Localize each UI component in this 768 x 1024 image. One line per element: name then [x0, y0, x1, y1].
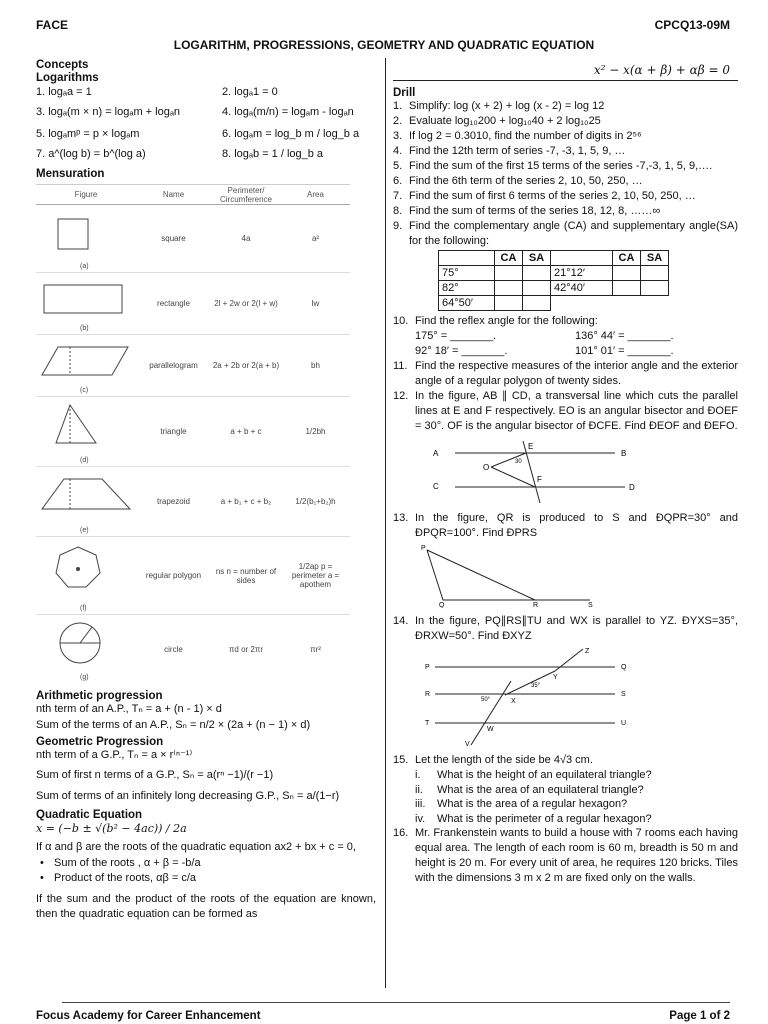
sub-item-text: What is the perimeter of a regular hexagon?	[437, 812, 652, 825]
reflex-blank: 101° 01′ = _______.	[575, 345, 674, 357]
list-item	[393, 389, 738, 434]
figure-label: (a)	[80, 263, 89, 270]
figure-perimeter: πd or 2πr	[228, 644, 264, 654]
figure-name: triangle	[160, 427, 187, 436]
qe-bullet-text: Sum of the roots , α + β = -b/a	[54, 856, 201, 869]
item-text: In the figure, PQ∥RS∥TU and WX is parallel to YZ. ÐYXS=35°, ÐRXW=50°. Find ÐXYZ	[415, 615, 738, 642]
sub-item	[415, 768, 738, 783]
list-item	[393, 359, 738, 389]
item-text: Let the length of the side be 4√3 cm.	[415, 754, 593, 766]
log-rule: 3. logₐ(m × n) = logₐm + logₐn	[36, 106, 181, 118]
sub-item	[415, 783, 738, 798]
gp-nth-term: nth term of a G.P., Tₙ = a × r⁽ⁿ⁻¹⁾	[36, 749, 193, 761]
qe-bullet-text: Product of the roots, αβ = c/a	[54, 871, 197, 884]
point-label: A	[433, 449, 439, 458]
reflex-blank: 92° 18′ = _______.	[415, 345, 508, 357]
trapezoid-figure	[40, 471, 138, 521]
figure-area: 1/2ap p = perimeter a = apothem	[291, 562, 340, 589]
table-cell: 75°	[439, 266, 495, 281]
point-label: Q	[621, 664, 627, 671]
table-cell	[613, 296, 641, 311]
page-title: LOGARITHM, PROGRESSIONS, GEOMETRY AND QUADRATIC EQUATION	[173, 38, 595, 52]
figure-area: 1/2bh	[305, 427, 326, 436]
item-text: Evaluate log₁₀200 + log₁₀40 + 2 log₁₀25	[409, 115, 601, 127]
log-rule: 1. logₐa = 1	[36, 86, 92, 98]
table-cell[interactable]	[613, 266, 641, 281]
log-rule: 2. logₐ1 = 0	[222, 86, 278, 98]
table-row	[36, 205, 350, 273]
point-label: E	[528, 442, 534, 451]
table-row	[439, 266, 669, 281]
figure-name: square	[161, 234, 186, 243]
figure-area: lw	[311, 299, 320, 308]
log-rule: 6. logₐm = log_b m / log_b a	[222, 128, 360, 140]
list-item	[393, 174, 738, 189]
item-text: Simplify: log (x + 2) + log (x - 2) = log 12	[409, 100, 605, 112]
reflex-row	[415, 329, 738, 344]
sub-item	[415, 812, 738, 827]
figure-perimeter: 2a + 2b or 2(a + b)	[212, 361, 280, 370]
point-label: S	[621, 691, 626, 698]
sub-item-number: i.	[415, 769, 421, 781]
sub-item-number: ii.	[415, 783, 423, 796]
ap-sum: Sum of the terms of an A.P., Sₙ = n/2 × (2a + (n − 1) × d)	[36, 718, 311, 731]
point-label: T	[425, 720, 430, 727]
point-label: R	[533, 602, 539, 608]
point-label: X	[511, 698, 516, 705]
table-cell[interactable]	[523, 296, 551, 311]
item-number: 6.	[393, 175, 403, 187]
item-number: 1.	[393, 100, 403, 112]
gp-heading: Geometric Progression	[36, 736, 164, 748]
figure-area: πr²	[310, 644, 321, 654]
item-number: 10.	[393, 315, 409, 327]
table-cell: 64°50′	[439, 296, 495, 311]
table-cell	[551, 251, 613, 266]
table-row	[36, 335, 350, 397]
list-item	[393, 144, 738, 159]
item-text: Find the sum of the first 15 terms of the series -7,-3, 1, 5, 9,….	[409, 160, 713, 172]
table-row	[439, 281, 669, 296]
point-label: F	[537, 475, 542, 484]
reflex-blank: 175° = _______.	[415, 330, 497, 342]
table-row	[439, 296, 669, 311]
column-divider	[385, 58, 386, 988]
figure-name: parallelogram	[149, 361, 198, 370]
figure-label: (e)	[80, 527, 89, 534]
list-item	[393, 511, 738, 541]
table-cell: 42°40′	[551, 281, 613, 296]
figure-label: (d)	[80, 457, 89, 464]
item-text: Find the reflex angle for the following:	[415, 315, 598, 327]
table-cell	[641, 296, 669, 311]
figure-name: rectangle	[157, 299, 190, 308]
log-rule: 5. logₐmᵖ = p × logₐm	[36, 128, 140, 140]
square-figure	[40, 209, 100, 259]
point-label: P	[425, 664, 430, 671]
triangle-figure-13	[415, 544, 615, 608]
figure-area: a²	[311, 234, 320, 243]
drill-column	[393, 58, 738, 886]
table-cell[interactable]	[641, 281, 669, 296]
item-text: Find the 6th term of the series 2, 10, 50, 250, …	[409, 175, 643, 187]
qe-formula: x = (−b ± √(b² − 4ac)) / 2a	[36, 821, 187, 835]
point-label: Z	[585, 648, 590, 655]
mensuration-table	[36, 184, 350, 684]
table-row	[36, 615, 350, 683]
figure-name: trapezoid	[157, 497, 190, 506]
sub-item-text: What is the height of an equilateral triangle?	[437, 769, 652, 781]
table-row	[36, 537, 350, 615]
point-label: U	[621, 720, 627, 727]
point-label: V	[465, 741, 470, 747]
mensuration-header-row	[36, 185, 350, 205]
ap-heading: Arithmetic progression	[36, 690, 163, 702]
list-item	[393, 129, 738, 144]
table-cell: SA	[641, 251, 669, 266]
item-text: Find the complementary angle (CA) and supplementary angle(SA) for the following:	[409, 220, 738, 247]
item-number: 13.	[393, 512, 409, 524]
col-header: Perimeter/ Circumference	[219, 185, 272, 204]
log-rule: 8. logₐb = 1 / log_b a	[222, 148, 324, 160]
figure-perimeter: a + b + c	[230, 427, 262, 436]
sub-item	[415, 797, 738, 812]
col-header: Name	[162, 190, 185, 199]
log-rule: 4. logₐ(m/n) = logₐm - logₐn	[222, 106, 354, 118]
item-text: Find the 12th term of series -7, -3, 1, 5, 9, …	[409, 145, 626, 157]
rectangle-figure	[40, 277, 135, 322]
item-number: 9.	[393, 220, 403, 232]
parallel-lines-figure-14	[415, 647, 655, 747]
list-item	[393, 614, 738, 644]
figure-perimeter: 2l + 2w or 2(l + w)	[214, 299, 278, 308]
angle-label: 35°	[531, 683, 541, 689]
figure-perimeter: 4a	[241, 234, 251, 243]
table-cell: CA	[613, 251, 641, 266]
table-cell	[439, 251, 495, 266]
footer-rule	[62, 1002, 730, 1003]
qe-bullet: • Product of the roots, αβ = c/a	[40, 871, 197, 884]
point-label: B	[621, 449, 627, 458]
item-text: In the figure, QR is produced to S and ÐQPR=30° and ÐPQR=100°. Find ÐPRS	[415, 512, 738, 539]
point-label: Q	[439, 602, 445, 608]
concepts-column	[36, 58, 376, 922]
mensuration-heading: Mensuration	[36, 168, 105, 180]
item-number: 7.	[393, 190, 403, 202]
table-cell: 82°	[439, 281, 495, 296]
table-cell	[551, 296, 613, 311]
table-row	[36, 397, 350, 467]
log-rule: 7. a^(log b) = b^(log a)	[36, 148, 146, 160]
item-number: 12.	[393, 390, 409, 402]
figure-name: regular polygon	[145, 571, 202, 580]
parallelogram-figure	[40, 339, 135, 384]
figure-perimeter: a + b₁ + c + b₂	[220, 497, 272, 506]
item-text: Find the sum of first 6 terms of the series 2, 10, 50, 250, …	[409, 190, 696, 202]
point-label: S	[588, 602, 593, 608]
list-item	[393, 204, 738, 219]
item-number: 8.	[393, 205, 403, 217]
table-cell[interactable]	[495, 266, 523, 281]
sub-item-number: iii.	[415, 798, 426, 810]
figure-label: (f)	[80, 605, 87, 612]
triangle-figure	[40, 401, 135, 451]
sub-item-number: iv.	[415, 812, 426, 825]
figure-label: (c)	[80, 387, 89, 394]
list-item	[393, 159, 738, 174]
figure-label: (b)	[80, 325, 89, 332]
circle-figure	[40, 619, 135, 669]
table-row	[36, 467, 350, 537]
item-number: 16.	[393, 827, 409, 839]
header-right: CPCQ13-09M	[654, 18, 730, 32]
item-number: 5.	[393, 160, 403, 172]
list-item	[393, 826, 738, 886]
log-rules	[36, 86, 376, 158]
item-number: 15.	[393, 754, 409, 766]
quadratic-form-equation: x² − x(α + β) + αβ = 0	[393, 58, 738, 81]
item-number: 14.	[393, 615, 409, 627]
figure-label: (g)	[80, 674, 89, 681]
point-label: D	[629, 483, 635, 492]
concepts-heading: Concepts	[36, 59, 89, 71]
list-item	[393, 189, 738, 204]
item-text: Find the respective measures of the interior angle and the exterior angle of a regular polygon of twenty sides.	[415, 360, 738, 387]
page-number: Page 1 of 2	[669, 1010, 730, 1022]
point-label: R	[425, 691, 431, 698]
sub-item-text: What is the area of a regular hexagon?	[437, 798, 628, 810]
angle-label: 50°	[481, 697, 491, 703]
col-header: Area	[307, 190, 324, 199]
list-item	[393, 753, 738, 768]
list-item	[393, 219, 738, 249]
table-cell[interactable]	[495, 296, 523, 311]
footer-org: Focus Academy for Career Enhancement	[36, 1010, 261, 1022]
reflex-blank: 136° 44′ = _______.	[575, 330, 674, 342]
gp-sum: Sum of first n terms of a G.P., Sₙ = a(rⁿ −1)/(r −1)	[36, 768, 274, 781]
sub-item-text: What is the area of an equilateral triangle?	[437, 783, 644, 796]
item-number: 3.	[393, 130, 403, 142]
item-text: If log 2 = 0.3010, find the number of digits in 2⁵⁶	[409, 130, 642, 142]
qe-roots: If α and β are the roots of the quadratic equation ax2 + bx + c = 0,	[36, 841, 356, 853]
list-item	[393, 314, 738, 329]
qe-heading: Quadratic Equation	[36, 808, 143, 821]
point-label: Y	[553, 674, 558, 681]
figure-area: 1/2(b₁+b₂)h	[295, 497, 336, 506]
table-cell: SA	[523, 251, 551, 266]
table-row	[36, 273, 350, 335]
point-label: W	[487, 726, 494, 733]
item-number: 2.	[393, 115, 403, 127]
list-item	[393, 99, 738, 114]
table-cell[interactable]	[523, 281, 551, 296]
drill-heading: Drill	[393, 87, 416, 99]
point-label: O	[483, 463, 490, 472]
table-cell[interactable]	[641, 266, 669, 281]
reflex-row	[415, 344, 738, 359]
col-header: Figure	[74, 190, 98, 199]
item-text: Mr. Frankenstein wants to build a house with 7 rooms each having equal area. The length of each room is 60 m, breadth is 50 m and height is 20 m. For every unit of area, he requires 120 bricks. Tiles with the dimensions 3 m x 2 m are fixed only on the walls.	[415, 827, 738, 884]
logarithms-heading: Logarithms	[36, 72, 99, 84]
figure-name: circle	[164, 644, 183, 654]
point-label: C	[433, 482, 439, 491]
table-cell[interactable]	[495, 281, 523, 296]
figure-area: bh	[311, 361, 320, 370]
table-cell[interactable]	[613, 281, 641, 296]
angle-label: 30	[515, 459, 522, 465]
item-number: 4.	[393, 145, 403, 157]
ap-nth-term: nth term of an A.P., Tₙ = a + (n - 1) × d	[36, 703, 222, 715]
item-text: In the figure, AB ∥ CD, a transversal line which cuts the parallel lines at E and F respectively. EO is an angular bisector and ÐOEF = 30°. OF is the angular bisector of ÐCFE. Find ÐEOF and ÐEFO.	[415, 390, 738, 432]
table-cell: 21°12′	[551, 266, 613, 281]
table-row	[439, 251, 669, 266]
item-number: 11.	[393, 360, 408, 372]
gp-infinite-sum: Sum of terms of an infinitely long decreasing G.P., Sₙ = a/(1−r)	[36, 790, 340, 802]
list-item	[393, 114, 738, 129]
angle-table	[438, 250, 669, 311]
regular-polygon-figure	[40, 541, 135, 599]
item-text: Find the sum of terms of the series 18, 12, 8, ……∞	[409, 205, 661, 217]
table-cell: CA	[495, 251, 523, 266]
qe-bullet: • Sum of the roots , α + β = -b/a	[40, 856, 201, 869]
qe-paragraph: If the sum and the product of the roots of the equation are known, then the quadratic equation can be formed as	[36, 892, 376, 920]
table-cell[interactable]	[523, 266, 551, 281]
point-label: P	[421, 545, 426, 552]
figure-perimeter: ns n = number of sides	[215, 566, 277, 585]
parallel-lines-figure-12	[415, 437, 655, 505]
header-left: FACE	[36, 18, 69, 32]
